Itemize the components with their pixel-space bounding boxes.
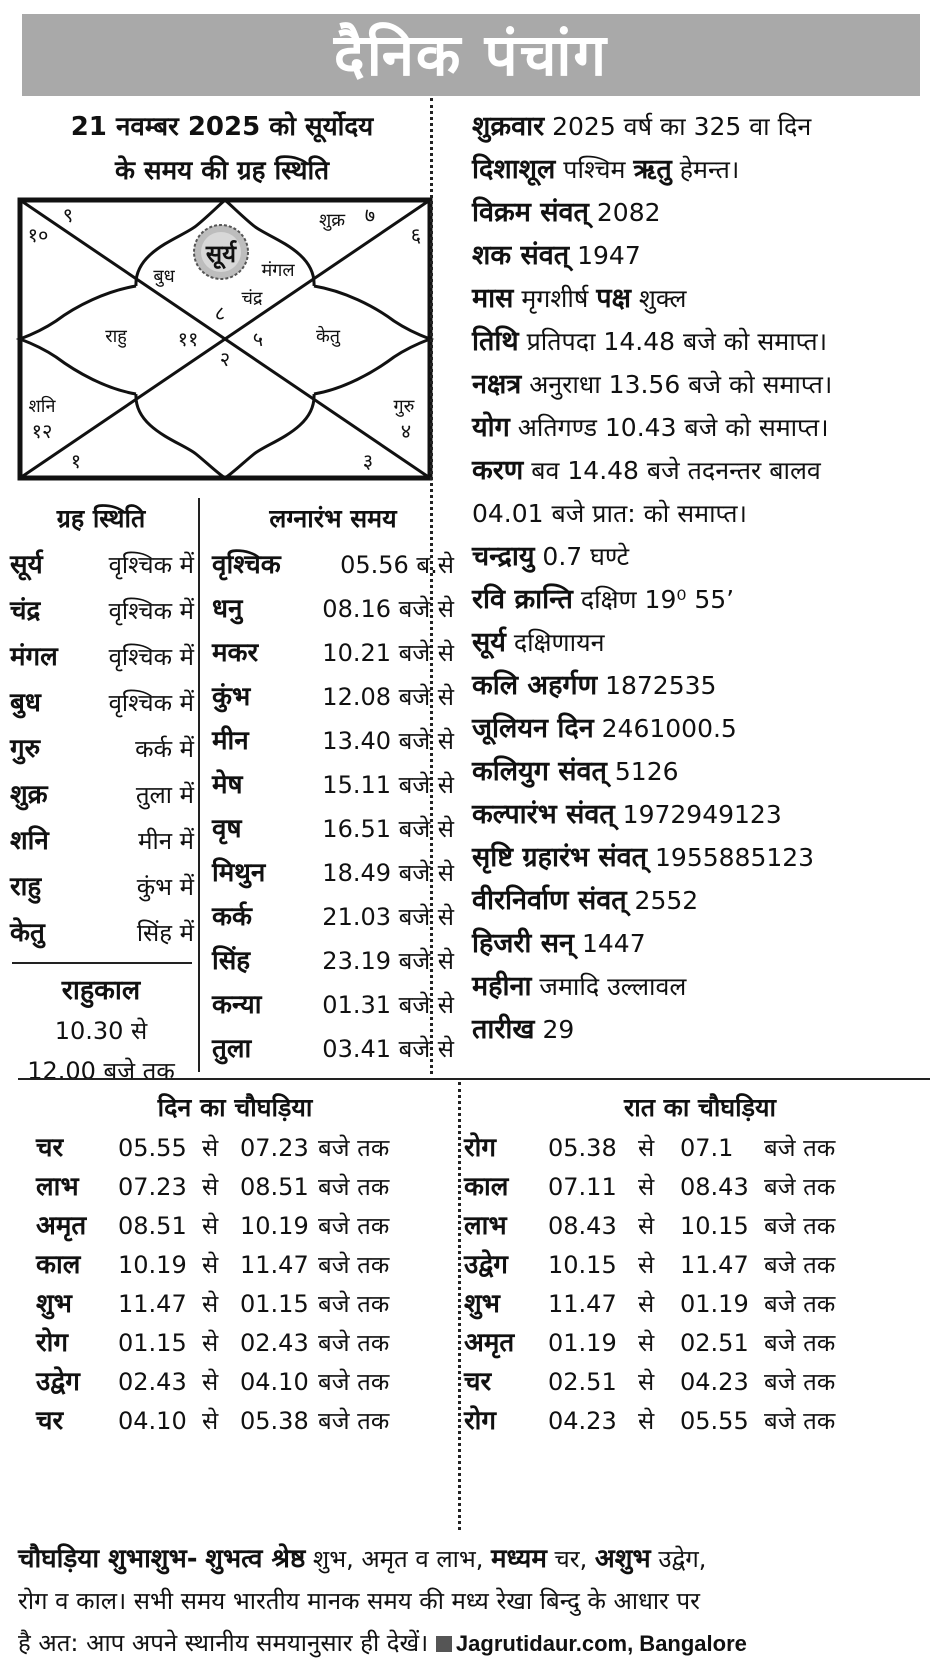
lagna-row — [212, 762, 454, 808]
choghadiya-row — [36, 1401, 456, 1442]
lagna-row — [212, 850, 454, 896]
planet-mangal: मंगल — [261, 260, 295, 281]
info-value: प्रतिपदा 14.48 बजे को समाप्त। — [518, 327, 828, 356]
graha-row — [8, 634, 194, 680]
divider-graha-lagna — [198, 498, 200, 1072]
choghadiya-name: शुभ — [464, 1289, 500, 1319]
lagna-time: 13.40 बजे से — [322, 727, 454, 755]
graha-planet: शनि — [10, 826, 49, 856]
info-row — [472, 751, 942, 793]
choghadiya-start: 02.51 — [548, 1368, 617, 1396]
choghadiya-row — [464, 1128, 884, 1169]
choghadiya-tak: बजे तक — [764, 1173, 836, 1201]
graha-planet: शुक्र — [10, 780, 48, 810]
choghadiya-end: 07.1 — [680, 1134, 734, 1162]
rahukaal-start: 10.30 से — [54, 1017, 148, 1045]
choghadiya-row — [464, 1206, 884, 1247]
choghadiya-row — [464, 1167, 884, 1208]
lagna-row — [212, 894, 454, 940]
choghadiya-se: से — [202, 1251, 219, 1279]
info-value: 2025 वर्ष का 325 वा दिन — [544, 112, 812, 141]
choghadiya-end: 11.47 — [680, 1251, 749, 1279]
choghadiya-row — [464, 1284, 884, 1325]
graha-planet: राहु — [10, 872, 42, 902]
graha-heading: ग्रह स्थिति — [56, 504, 146, 533]
choghadiya-row — [464, 1401, 884, 1442]
lagna-row — [212, 630, 454, 676]
choghadiya-end: 02.51 — [680, 1329, 749, 1357]
lagna-time: 15.11 बजे से — [322, 771, 454, 799]
choghadiya-tak: बजे तक — [764, 1329, 836, 1357]
graha-planet: चंद्र — [10, 596, 41, 626]
lagna-name: मेष — [212, 770, 243, 800]
choghadiya-tak: बजे तक — [318, 1251, 390, 1279]
choghadiya-end: 10.15 — [680, 1212, 749, 1240]
choghadiya-row — [36, 1245, 456, 1286]
graha-rashi: वृश्चिक में — [108, 597, 194, 625]
info-row — [472, 235, 942, 277]
planet-rahu: राहु — [105, 326, 127, 347]
info-row — [472, 708, 942, 750]
kundali-chart — [16, 196, 436, 484]
info-label: कलि अहर्गण — [472, 670, 598, 701]
choghadiya-start: 08.51 — [118, 1212, 187, 1240]
info-value: मृगशीर्ष — [513, 284, 597, 313]
choghadiya-tak: बजे तक — [318, 1407, 390, 1435]
lagna-time: 03.41 बजे से — [322, 1035, 454, 1063]
house-5: १२ — [31, 419, 53, 443]
choghadiya-se: से — [638, 1368, 655, 1396]
choghadiya-se: से — [202, 1134, 219, 1162]
info-row — [472, 278, 942, 320]
graha-row — [8, 910, 194, 956]
choghadiya-end: 04.23 — [680, 1368, 749, 1396]
graha-planet: गुरु — [10, 734, 41, 764]
lagna-heading: लग्नारंभ समय — [269, 504, 397, 533]
choghadiya-name: चर — [36, 1133, 64, 1163]
rahukaal-heading: राहुकाल — [61, 975, 141, 1006]
lagna-name: कुंभ — [212, 682, 251, 712]
choghadiya-name: काल — [464, 1172, 509, 1202]
choghadiya-start: 10.19 — [118, 1251, 187, 1279]
info-label: दिशाशूल — [472, 154, 556, 185]
graha-rashi: वृश्चिक में — [108, 643, 194, 671]
choghadiya-row — [36, 1128, 456, 1169]
choghadiya-se: से — [202, 1173, 219, 1201]
choghadiya-start: 01.15 — [118, 1329, 187, 1357]
info-label: नक्षत्र — [472, 369, 522, 400]
info-value: 5126 — [606, 757, 679, 786]
choghadiya-start: 04.10 — [118, 1407, 187, 1435]
graha-planet: मंगल — [10, 642, 58, 672]
lagna-name: धनु — [212, 594, 243, 624]
info-value: बव 14.48 बजे तदनन्तर बालव — [523, 456, 821, 485]
graha-planet: केतु — [10, 918, 45, 948]
lagna-time: 05.56 ब.से — [340, 551, 454, 579]
choghadiya-se: से — [202, 1368, 219, 1396]
choghadiya-name: उद्वेग — [464, 1250, 508, 1280]
info-row — [472, 579, 942, 621]
info-value: 2082 — [588, 198, 661, 227]
choghadiya-end: 05.55 — [680, 1407, 749, 1435]
info-row — [472, 149, 942, 191]
info-label: सूर्य — [472, 627, 506, 658]
info-value: जमादि उल्लावल — [531, 972, 687, 1001]
info-value: 1972949123 — [614, 800, 782, 829]
choghadiya-tak: बजे तक — [318, 1329, 390, 1357]
chart-title-line2: के समय की ग्रह स्थिति — [114, 156, 330, 186]
graha-rashi: वृश्चिक में — [108, 551, 194, 579]
footer-t2: शुभ, अमृत व लाभ, — [305, 1545, 491, 1573]
house-9: ४ — [400, 419, 412, 443]
choghadiya-row — [464, 1362, 884, 1403]
choghadiya-divider — [18, 1078, 930, 1080]
choghadiya-end: 01.19 — [680, 1290, 749, 1318]
lagna-name: तुला — [212, 1034, 252, 1064]
info-row — [472, 794, 942, 836]
info-label: विक्रम संवत् — [472, 197, 589, 228]
info-row — [472, 321, 942, 363]
planet-shani: शनि — [28, 396, 56, 417]
info-value: दक्षिणायन — [505, 628, 605, 657]
choghadiya-end: 01.15 — [240, 1290, 309, 1318]
footer-line2: रोग व काल। सभी समय भारतीय मानक समय की मध्य रेखा बिन्दु के आधार पर — [18, 1587, 700, 1615]
choghadiya-center-divider — [458, 1082, 461, 1530]
choghadiya-name: शुभ — [36, 1289, 72, 1319]
lotus-bottom — [136, 394, 314, 478]
graha-rashi: वृश्चिक में — [108, 689, 194, 717]
choghadiya-end: 02.43 — [240, 1329, 309, 1357]
lagna-time: 10.21 बजे से — [322, 639, 454, 667]
choghadiya-start: 10.15 — [548, 1251, 617, 1279]
choghadiya-name: चर — [36, 1406, 64, 1436]
planet-shukra: शुक्र — [318, 210, 346, 231]
lagna-name: मिथुन — [212, 858, 266, 888]
choghadiya-se: से — [202, 1329, 219, 1357]
graha-row — [8, 680, 194, 726]
choghadiya-tak: बजे तक — [318, 1212, 390, 1240]
info-row — [472, 1009, 942, 1051]
graha-rashi: तुला में — [135, 781, 194, 809]
choghadiya-se: से — [638, 1407, 655, 1435]
graha-rashi: मीन में — [138, 827, 194, 855]
info-row — [472, 106, 942, 148]
info-label: कलियुग संवत् — [472, 756, 607, 787]
info-label: महीना — [472, 971, 532, 1002]
graha-rashi: कुंभ में — [136, 873, 194, 901]
footer-b4: अशुभ — [594, 1544, 651, 1574]
footer-t4: उद्वेग, — [650, 1545, 707, 1573]
choghadiya-name: उद्वेग — [36, 1367, 80, 1397]
choghadiya-tak: बजे तक — [764, 1407, 836, 1435]
info-value: 1447 — [574, 929, 646, 958]
planet-budh: बुध — [153, 266, 175, 287]
choghadiya-name: लाभ — [464, 1211, 507, 1241]
info-label: करण — [472, 455, 524, 486]
info-label: योग — [472, 412, 510, 443]
info-value: दक्षिण 19⁰ 55’ — [572, 585, 735, 614]
info-label: तारीख — [472, 1014, 535, 1045]
info-value: 1955885123 — [647, 843, 815, 872]
info-row — [472, 622, 942, 664]
graha-rashi: कर्क में — [135, 735, 194, 763]
choghadiya-name: रोग — [464, 1406, 497, 1436]
footer-b1: चौघड़िया शुभाशुभ- — [18, 1544, 198, 1574]
choghadiya-tak: बजे तक — [318, 1368, 390, 1396]
info-value: पश्चिम — [555, 155, 634, 184]
footer-credit: Jagrutidaur.com, Bangalore — [455, 1631, 747, 1656]
info-row — [472, 192, 942, 234]
footer-line3-text: है अत: आप अपने स्थानीय समयानुसार ही देखें। — [18, 1629, 429, 1657]
choghadiya-start: 01.19 — [548, 1329, 617, 1357]
choghadiya-se: से — [638, 1290, 655, 1318]
rahukaal-divider — [12, 962, 192, 964]
choghadiya-row — [464, 1245, 884, 1286]
choghadiya-start: 04.23 — [548, 1407, 617, 1435]
lagna-time: 16.51 बजे से — [322, 815, 454, 843]
footer-b2: शुभत्व श्रेष्ठ — [205, 1544, 306, 1574]
choghadiya-start: 11.47 — [118, 1290, 187, 1318]
info-row — [472, 880, 942, 922]
info-label2: पक्ष — [596, 283, 631, 314]
house-8: ३ — [362, 449, 374, 473]
lagna-time: 23.19 बजे से — [322, 947, 454, 975]
info-label: रवि क्रान्ति — [472, 584, 573, 615]
chart-title-line1: 21 नवम्बर 2025 को सूर्योदय — [70, 112, 374, 142]
choghadiya-name: रोग — [464, 1133, 497, 1163]
choghadiya-start: 07.11 — [548, 1173, 617, 1201]
graha-row — [8, 588, 194, 634]
info-row — [472, 493, 942, 535]
choghadiya-end: 10.19 — [240, 1212, 309, 1240]
lagna-row — [212, 1026, 454, 1072]
graha-row — [8, 818, 194, 864]
choghadiya-se: से — [638, 1251, 655, 1279]
choghadiya-start: 08.43 — [548, 1212, 617, 1240]
graha-row — [8, 772, 194, 818]
lagna-name: कर्क — [212, 902, 252, 932]
info-label: शक संवत् — [472, 240, 570, 271]
lagna-row — [212, 938, 454, 984]
choghadiya-end: 05.38 — [240, 1407, 309, 1435]
graha-row — [8, 726, 194, 772]
lagna-row — [212, 718, 454, 764]
choghadiya-start: 07.23 — [118, 1173, 187, 1201]
info-value: अतिगण्ड 10.43 बजे को समाप्त। — [509, 413, 829, 442]
info-label: कल्पारंभ संवत् — [472, 799, 615, 830]
choghadiya-se: से — [638, 1212, 655, 1240]
lagna-time: 18.49 बजे से — [322, 859, 454, 887]
lagna-time: 12.08 बजे से — [322, 683, 454, 711]
choghadiya-end: 11.47 — [240, 1251, 309, 1279]
choghadiya-start: 05.38 — [548, 1134, 617, 1162]
choghadiya-tak: बजे तक — [764, 1251, 836, 1279]
choghadiya-end: 08.43 — [680, 1173, 749, 1201]
info-value: 0.7 घण्टे — [534, 542, 630, 571]
info-value2: शुक्ल — [630, 284, 687, 313]
choghadiya-end: 07.23 — [240, 1134, 309, 1162]
choghadiya-tak: बजे तक — [318, 1290, 390, 1318]
lagna-name: मकर — [212, 638, 259, 668]
house-6: १ — [70, 449, 82, 473]
choghadiya-row — [464, 1323, 884, 1364]
lagna-time: 08.16 बजे से — [322, 595, 454, 623]
square-bullet-icon — [436, 1636, 452, 1652]
graha-planet: सूर्य — [10, 550, 43, 580]
info-value: 04.01 बजे प्रात: को समाप्त। — [472, 499, 747, 528]
info-value: 1872535 — [597, 671, 717, 700]
house-2: ९ — [62, 203, 74, 227]
graha-rashi: सिंह में — [136, 919, 194, 947]
info-label: चन्द्रायु — [472, 541, 535, 572]
info-label: सृष्टि ग्रहारंभ संवत् — [472, 842, 648, 873]
choghadiya-start: 02.43 — [118, 1368, 187, 1396]
info-label2: ऋतु — [633, 154, 672, 185]
house-12: ७ — [364, 203, 376, 227]
lagna-name: वृश्चिक — [212, 550, 281, 580]
info-row — [472, 837, 942, 879]
rahukaal-end: 12.00 बजे तक — [27, 1057, 175, 1085]
planet-guru: गुरु — [393, 396, 415, 417]
choghadiya-row — [36, 1206, 456, 1247]
choghadiya-name: अमृत — [36, 1211, 87, 1241]
info-value: अनुराधा 13.56 बजे को समाप्त। — [521, 370, 833, 399]
info-value: 2552 — [626, 886, 699, 915]
choghadiya-tak: बजे तक — [764, 1368, 836, 1396]
info-label: वीरनिर्वाण संवत् — [472, 885, 627, 916]
graha-planet: बुध — [10, 688, 41, 718]
choghadiya-se: से — [202, 1212, 219, 1240]
house-7: २ — [219, 347, 231, 371]
lagna-time: 01.31 बजे से — [322, 991, 454, 1019]
night-choghadiya-heading: रात का चौघड़िया — [624, 1093, 776, 1122]
graha-row — [8, 542, 194, 588]
planet-surya: सूर्य — [205, 240, 237, 268]
choghadiya-se: से — [638, 1329, 655, 1357]
info-value: 29 — [534, 1015, 575, 1044]
footer-note — [18, 1538, 938, 1665]
info-label: शुक्रवार — [472, 111, 545, 142]
footer-line1 — [18, 1538, 938, 1580]
choghadiya-tak: बजे तक — [764, 1290, 836, 1318]
planet-chandra: चंद्र — [241, 288, 263, 309]
info-row — [472, 665, 942, 707]
lagna-row — [212, 586, 454, 632]
lagna-time: 21.03 बजे से — [322, 903, 454, 931]
lagna-name: मीन — [212, 726, 249, 756]
choghadiya-tak: बजे तक — [318, 1173, 390, 1201]
footer-line3 — [18, 1622, 938, 1665]
choghadiya-name: रोग — [36, 1328, 69, 1358]
lagna-row — [212, 674, 454, 720]
choghadiya-tak: बजे तक — [318, 1134, 390, 1162]
lagna-row — [212, 542, 454, 588]
choghadiya-name: चर — [464, 1367, 492, 1397]
choghadiya-row — [36, 1284, 456, 1325]
house-1: ८ — [214, 301, 226, 325]
info-row — [472, 407, 942, 449]
info-row — [472, 966, 942, 1008]
choghadiya-se: से — [638, 1134, 655, 1162]
info-label: मास — [472, 283, 514, 314]
info-label: तिथि — [472, 326, 519, 357]
info-value: 1947 — [569, 241, 641, 270]
lagna-row — [212, 806, 454, 852]
lagna-name: वृष — [212, 814, 242, 844]
choghadiya-end: 04.10 — [240, 1368, 309, 1396]
info-row — [472, 450, 942, 492]
house-11: ६ — [410, 223, 422, 247]
choghadiya-name: अमृत — [464, 1328, 515, 1358]
choghadiya-row — [36, 1362, 456, 1403]
choghadiya-start: 11.47 — [548, 1290, 617, 1318]
info-value2: हेमन्त। — [671, 155, 740, 184]
choghadiya-name: काल — [36, 1250, 81, 1280]
planet-ketu: केतु — [315, 326, 341, 347]
day-choghadiya-heading: दिन का चौघड़िया — [157, 1093, 313, 1122]
choghadiya-se: से — [638, 1173, 655, 1201]
choghadiya-tak: बजे तक — [764, 1134, 836, 1162]
house-10: ५ — [252, 327, 264, 351]
choghadiya-row — [36, 1323, 456, 1364]
choghadiya-se: से — [202, 1407, 219, 1435]
info-label: हिजरी सन् — [472, 928, 575, 959]
info-row — [472, 923, 942, 965]
footer-t3: चर, — [546, 1545, 595, 1573]
page-title: दैनिक पंचांग — [22, 14, 920, 96]
choghadiya-se: से — [202, 1290, 219, 1318]
lagna-row — [212, 982, 454, 1028]
graha-row — [8, 864, 194, 910]
lagna-name: कन्या — [212, 990, 262, 1020]
choghadiya-start: 05.55 — [118, 1134, 187, 1162]
choghadiya-name: लाभ — [36, 1172, 79, 1202]
choghadiya-end: 08.51 — [240, 1173, 309, 1201]
info-value: 2461000.5 — [593, 714, 737, 743]
info-label: जूलियन दिन — [472, 713, 594, 744]
info-row — [472, 364, 942, 406]
choghadiya-row — [36, 1167, 456, 1208]
house-4: ११ — [177, 327, 199, 351]
house-3: १० — [27, 223, 49, 247]
choghadiya-tak: बजे तक — [764, 1212, 836, 1240]
footer-b3: मध्यम — [490, 1544, 547, 1574]
info-row — [472, 536, 942, 578]
lagna-name: सिंह — [212, 946, 251, 976]
